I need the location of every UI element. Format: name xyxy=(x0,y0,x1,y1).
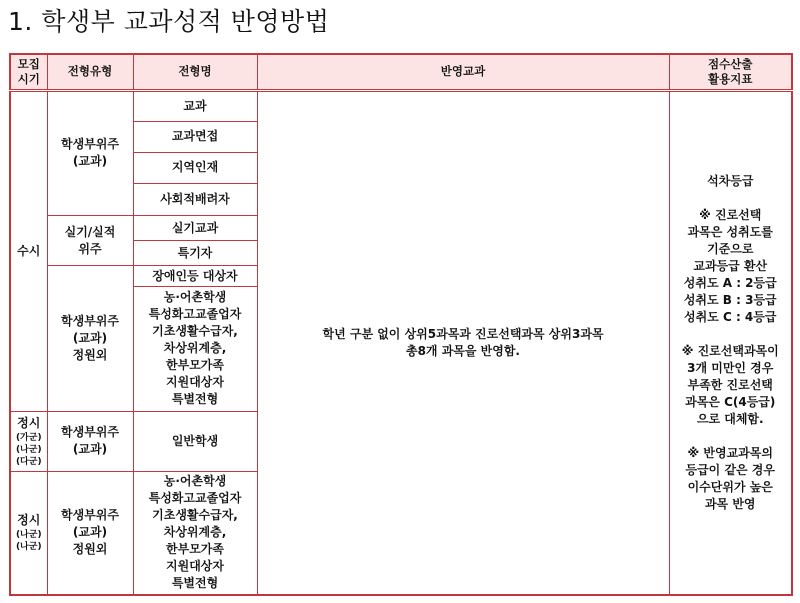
name-cell: 지역인재 xyxy=(133,152,257,183)
type-cell xyxy=(47,266,133,412)
type-cell xyxy=(47,411,133,471)
type-line: (교과) xyxy=(72,154,108,169)
type-line: (교과) xyxy=(72,525,108,540)
index-line: 이수단위가 높은 xyxy=(687,479,773,494)
name-cell: 실기교과 xyxy=(133,215,257,240)
header-index-line2: 활용지표 xyxy=(708,71,753,86)
index-cell xyxy=(669,90,792,595)
period-group: (나군) xyxy=(15,542,42,553)
type-line: 위주 xyxy=(78,241,102,256)
name-cell: 교과 xyxy=(133,90,257,121)
index-line: 과목 반영 xyxy=(704,496,756,511)
name-line: 기초생활수급자, xyxy=(152,508,238,523)
subject-line: 학년 구분 없이 상위5과목과 진로선택과목 상위3과목 xyxy=(322,326,604,341)
subject-cell xyxy=(257,90,669,595)
index-line: 과목은 성취도를 xyxy=(687,224,773,239)
period-group: (나군) xyxy=(15,530,42,541)
period-susi: 수시 xyxy=(10,90,47,411)
header-period-line2: 시기 xyxy=(17,71,40,86)
admission-table xyxy=(9,53,793,596)
name-cell: 장애인등 대상자 xyxy=(133,266,257,287)
name-cell: 교과면접 xyxy=(133,121,257,152)
index-line xyxy=(672,190,790,207)
header-type: 전형유형 xyxy=(47,54,133,90)
period-jeongsi-1 xyxy=(10,411,47,471)
period-group: (다군) xyxy=(15,456,42,467)
type-line: 실기/실적 xyxy=(64,224,116,239)
name-line: 지원대상자 xyxy=(166,375,224,390)
header-period xyxy=(10,54,47,90)
type-line: 정원외 xyxy=(72,347,108,362)
page-title: 1. 학생부 교과성적 반영방법 xyxy=(8,7,330,36)
name-cell: 특기자 xyxy=(133,241,257,266)
name-cell xyxy=(133,471,257,595)
name-line: 한부모가족 xyxy=(166,358,224,373)
index-line: 등급이 같은 경우 xyxy=(685,462,775,477)
header-period-line1: 모집 xyxy=(17,56,40,71)
period-jeongsi-2 xyxy=(10,471,47,595)
period-label: 정시 xyxy=(17,415,41,430)
index-line xyxy=(672,326,790,343)
index-line: 성취도 C : 4등급 xyxy=(684,309,777,324)
index-line: 석차등급 xyxy=(707,173,754,188)
header-name: 전형명 xyxy=(133,54,257,90)
header-index xyxy=(669,54,792,90)
index-line: 3개 미만인 경우 xyxy=(687,360,774,375)
header-subject: 반영교과 xyxy=(257,54,669,90)
name-line: 지원대상자 xyxy=(166,559,224,574)
name-line: 특별전형 xyxy=(171,576,219,591)
type-line: 학생부위주 xyxy=(61,425,119,440)
name-line: 특성화고교졸업자 xyxy=(148,491,242,506)
name-line: 한부모가족 xyxy=(166,542,224,557)
table-row xyxy=(10,90,792,121)
name-line: 농·어촌학생 xyxy=(163,290,227,305)
type-cell xyxy=(47,215,133,265)
type-line: (교과) xyxy=(72,442,108,457)
name-line: 차상위계층, xyxy=(163,525,227,540)
index-line xyxy=(672,428,790,445)
name-cell: 사회적배려자 xyxy=(133,183,257,215)
type-line: 학생부위주 xyxy=(61,137,119,152)
name-line: 특성화고교졸업자 xyxy=(148,307,242,322)
name-line: 기초생활수급자, xyxy=(152,324,238,339)
type-line: 학생부위주 xyxy=(61,508,119,523)
index-line: ※ 진로선택과목이 xyxy=(681,343,779,358)
type-line: (교과) xyxy=(72,330,108,345)
name-line: 특별전형 xyxy=(171,392,219,407)
header-index-line1: 점수산출 xyxy=(708,56,753,71)
name-line: 농·어촌학생 xyxy=(163,474,227,489)
type-line: 정원외 xyxy=(72,542,108,557)
period-group: (가군) xyxy=(15,432,42,443)
index-line: 교과등급 환산 xyxy=(693,258,768,273)
type-cell xyxy=(47,90,133,215)
period-group: (나군) xyxy=(15,444,42,455)
index-line: ※ 반영교과목의 xyxy=(687,445,773,460)
period-label: 정시 xyxy=(17,513,41,528)
index-line: 기준으로 xyxy=(707,241,754,256)
name-cell xyxy=(133,287,257,411)
index-line: 성취도 A : 2등급 xyxy=(683,275,777,290)
name-cell: 일반학생 xyxy=(133,411,257,471)
type-cell xyxy=(47,471,133,595)
index-line: 과목은 C(4등급) xyxy=(685,394,776,409)
subject-line: 총8개 과목을 반영함. xyxy=(405,343,520,358)
index-line: ※ 진로선택 xyxy=(699,207,762,222)
type-line: 학생부위주 xyxy=(61,313,119,328)
index-line: 으로 대체함. xyxy=(696,411,764,426)
index-line: 부족한 진로선택 xyxy=(687,377,773,392)
header-row xyxy=(10,54,792,90)
index-line: 성취도 B : 3등급 xyxy=(683,292,777,307)
name-line: 차상위계층, xyxy=(163,341,227,356)
